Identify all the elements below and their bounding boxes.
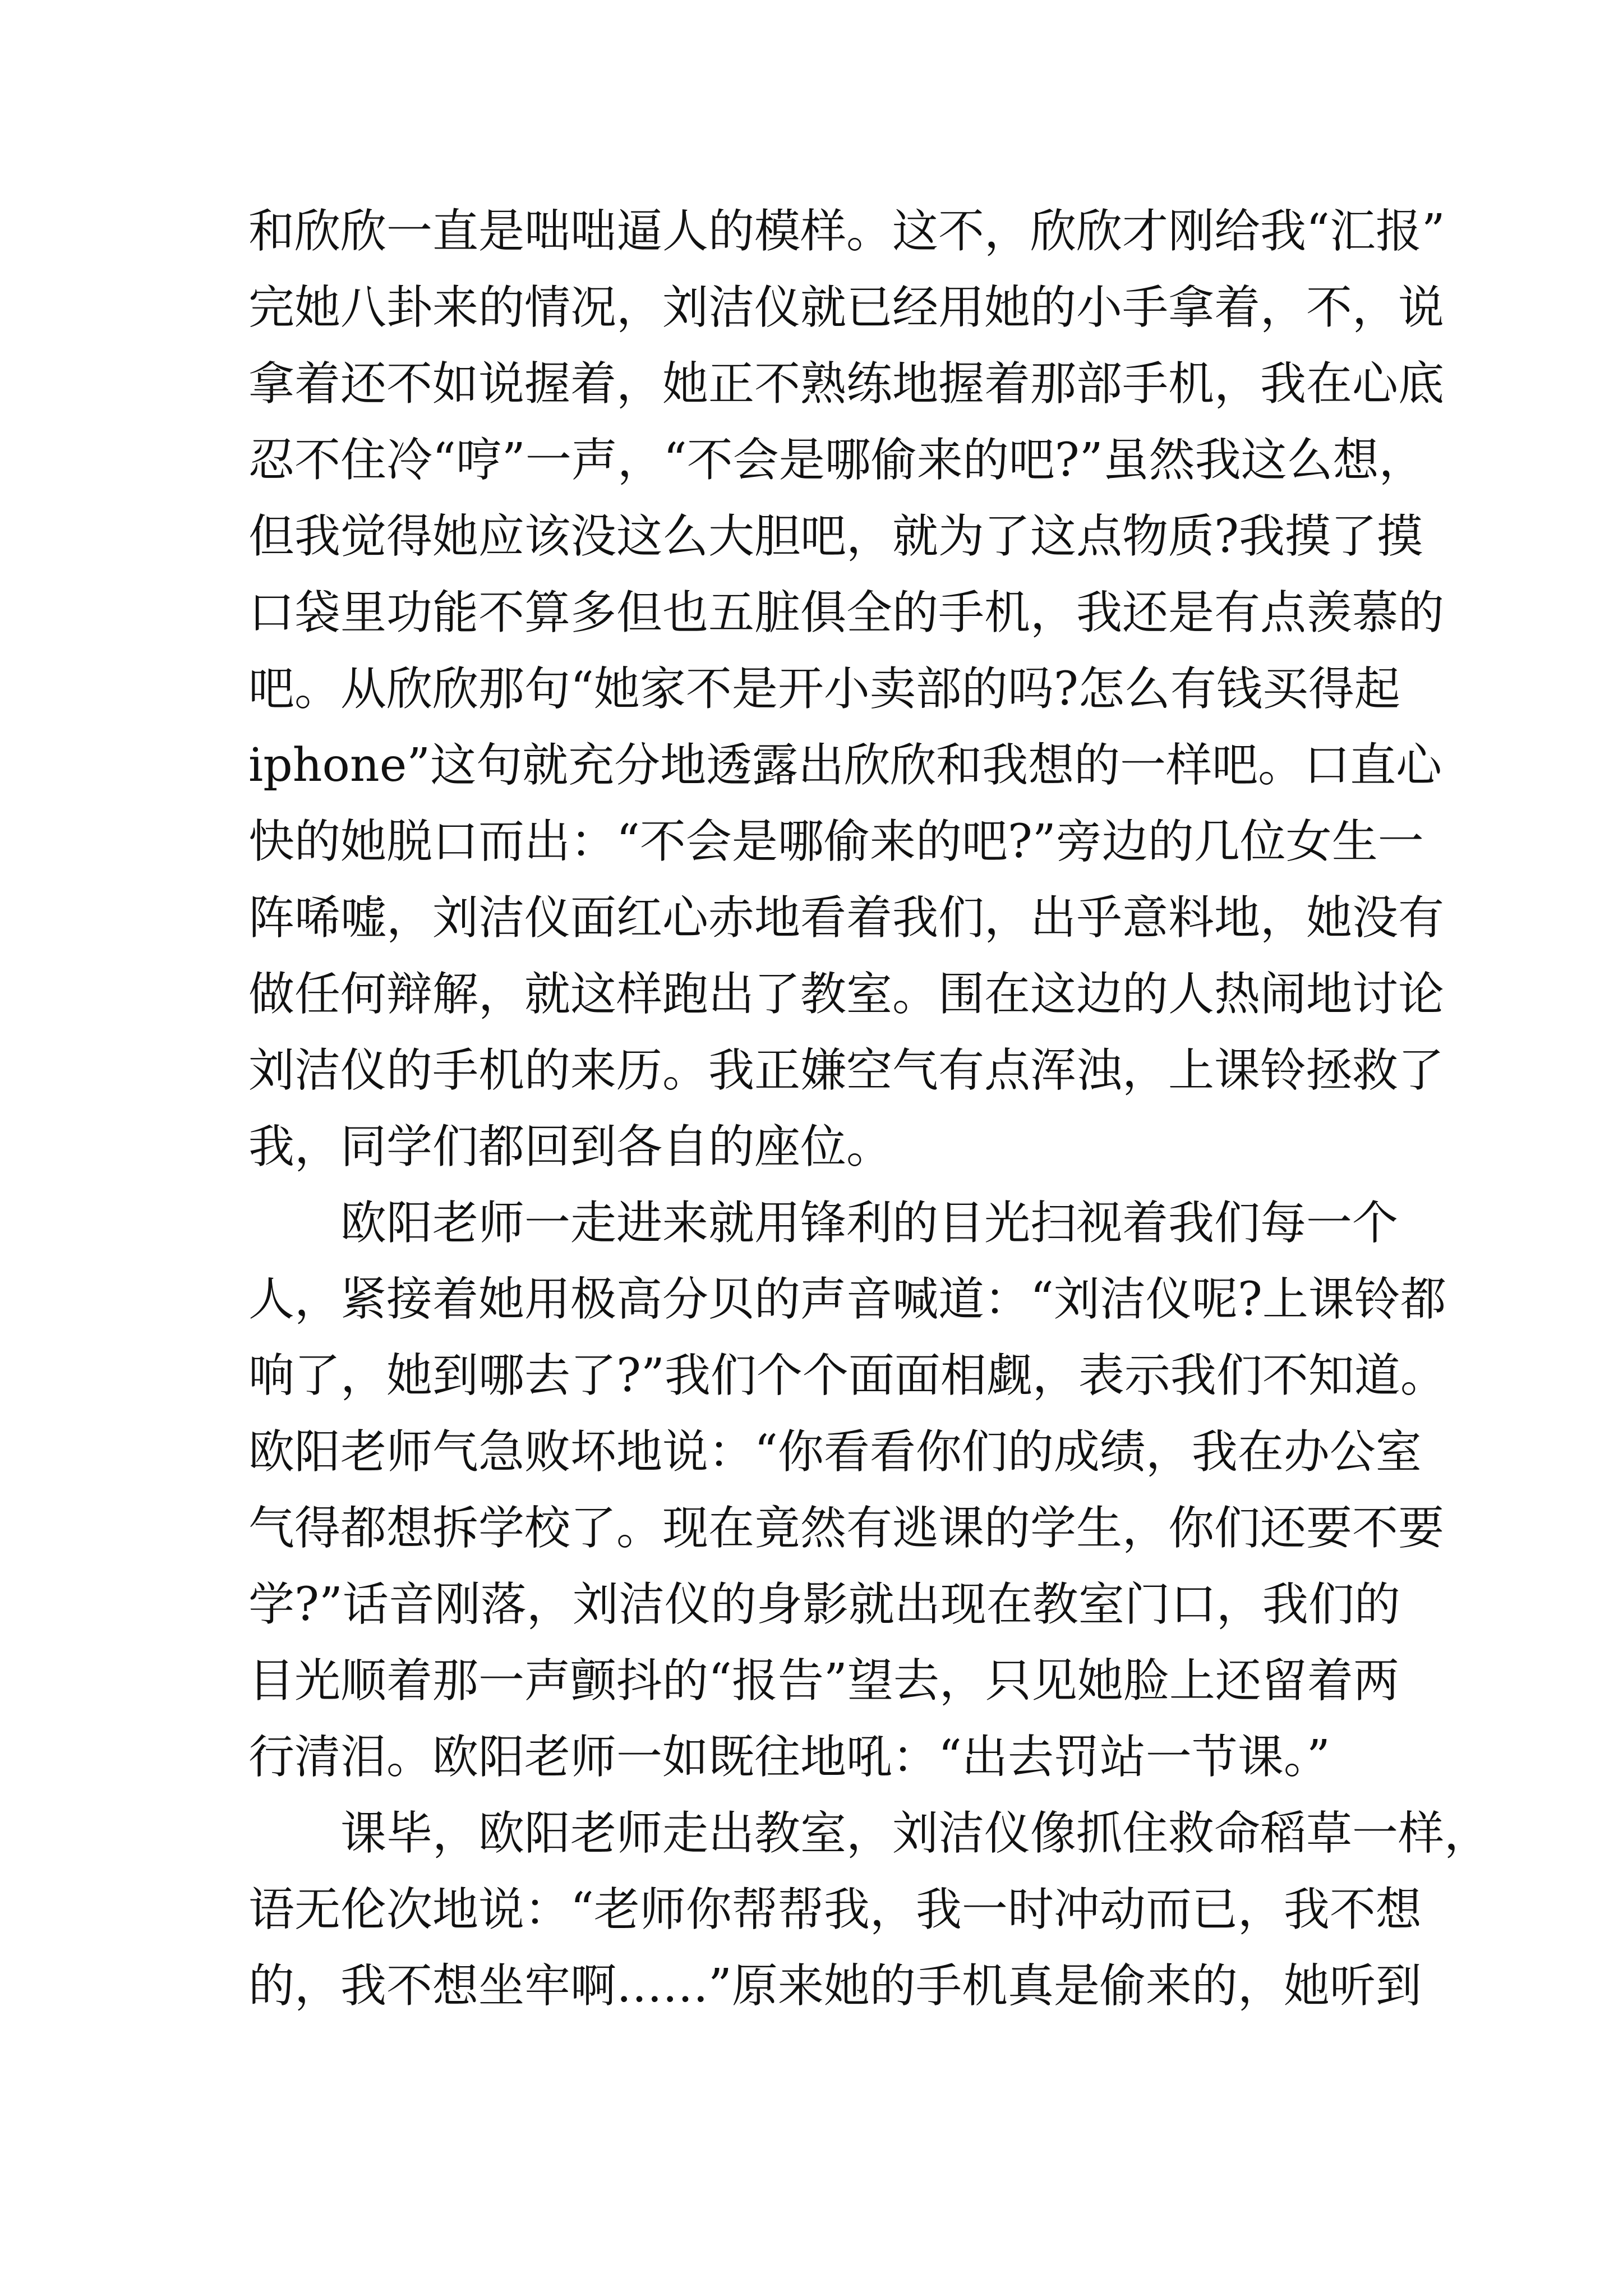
paragraph-3 (248, 1796, 1491, 2024)
text-line: 快的她脱口而出：“不会是哪偷来的吧?”旁边的几位女生一 (248, 815, 1424, 868)
paragraph-2 (248, 1185, 1446, 1796)
text-line: 口袋里功能不算多但也五脏俱全的手机，我还是有点羡慕的 (248, 586, 1445, 639)
text-line: 但我觉得她应该没这么大胆吧，就为了这点物质?我摸了摸 (248, 510, 1423, 563)
text-line: 做任何辩解，就这样跑出了教室。围在这边的人热闹地讨论 (248, 968, 1445, 1021)
text-line: 完她八卦来的情况，刘洁仪就已经用她的小手拿着，不，说 (248, 281, 1445, 334)
text-line: 阵唏嘘，刘洁仪面红心赤地看着我们，出乎意料地，她没有 (248, 891, 1445, 945)
text-line: 拿着还不如说握着，她正不熟练地握着那部手机，我在心底 (248, 357, 1445, 411)
text-line: 欧阳老师一走进来就用锋利的目光扫视着我们每一个 (340, 1197, 1399, 1250)
text-line: 课毕，欧阳老师走出教室，刘洁仪像抓住救命稻草一样， (340, 1807, 1491, 1860)
paragraph-1 (248, 194, 1445, 1185)
text-line: 行清泪。欧阳老师一如既往地吼：“出去罚站一节课。” (248, 1731, 1330, 1784)
text-line: 和欣欣一直是咄咄逼人的模样。这不，欣欣才刚给我“汇报” (248, 205, 1445, 258)
text-line: 刘洁仪的手机的来历。我正嫌空气有点浑浊，上课铃拯救了 (248, 1044, 1445, 1097)
text-line: 学?”话音刚落，刘洁仪的身影就出现在教室门口，我们的 (248, 1578, 1400, 1631)
text-line: 的，我不想坐牢啊……”原来她的手机真是偷来的，她听到 (248, 1959, 1422, 2013)
text-line: 人，紧接着她用极高分贝的声音喊道：“刘洁仪呢?上课铃都 (248, 1273, 1446, 1326)
text-line: 欧阳老师气急败坏地说：“你看看你们的成绩，我在办公室 (248, 1425, 1422, 1479)
text-line: 我，同学们都回到各自的座位。 (248, 1120, 893, 1174)
text-line: 目光顺着那一声颤抖的“报告”望去，只见她脸上还留着两 (248, 1654, 1399, 1708)
document-body (248, 194, 1491, 2024)
text-line: 语无伦次地说：“老师你帮帮我，我一时冲动而已，我不想 (248, 1883, 1422, 1936)
text-line: 忍不住冷“哼”一声，“不会是哪偷来的吧?”虽然我这么想， (248, 434, 1425, 487)
text-line: 响了，她到哪去了?”我们个个面面相觑，表示我们不知道。 (248, 1349, 1446, 1402)
text-line: 吧。从欣欣那句“她家不是开小卖部的吗?怎么有钱买得起 (248, 662, 1400, 716)
text-line: 气得都想拆学校了。现在竟然有逃课的学生，你们还要不要 (248, 1502, 1445, 1555)
text-line: iphone”这句就充分地透露出欣欣和我想的一样吧。口直心 (248, 739, 1442, 792)
